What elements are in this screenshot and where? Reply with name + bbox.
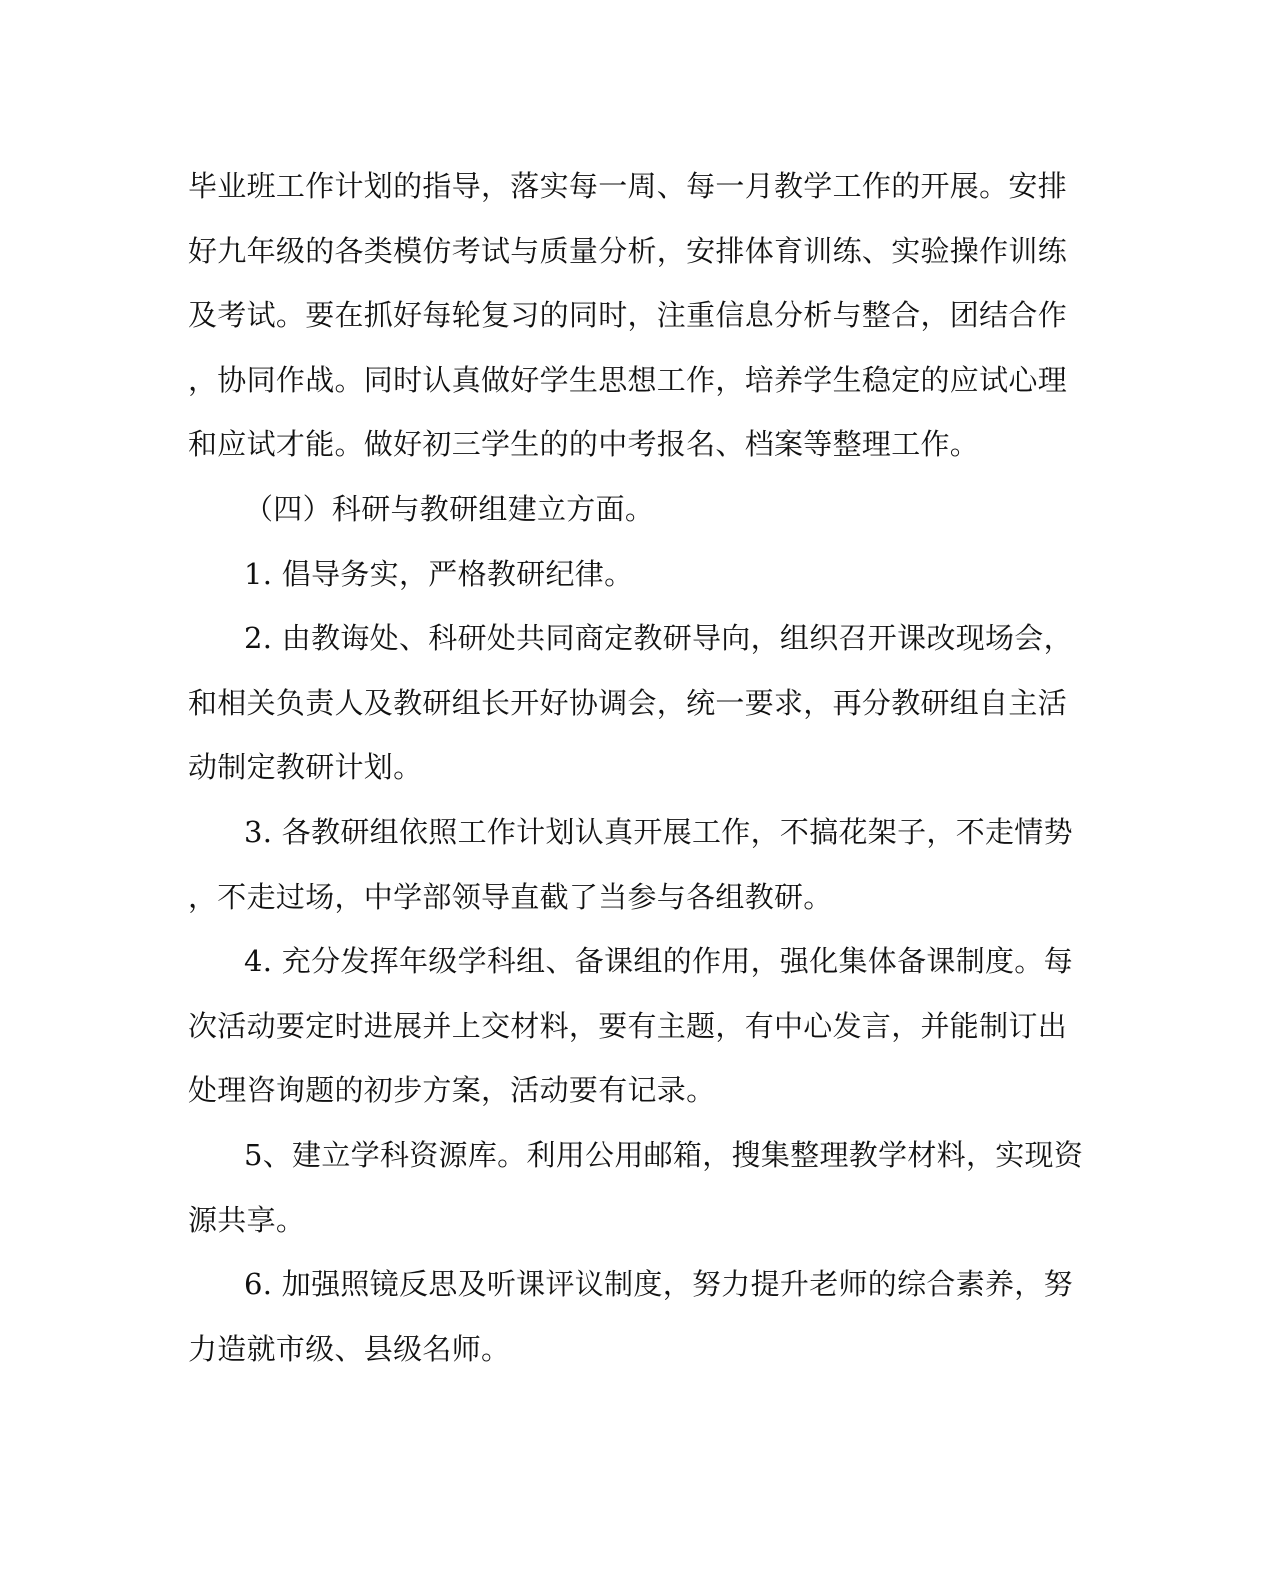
text-line: 及考试。要在抓好每轮复习的同时，注重信息分析与整合，团结合作	[188, 298, 1068, 333]
section-heading: （四）科研与教研组建立方面。	[244, 491, 655, 526]
text-line: 好九年级的各类模仿考试与质量分析，安排体育训练、实验操作训练	[188, 233, 1068, 268]
text-line: 处理咨询题的初步方案，活动要有记录。	[188, 1073, 716, 1108]
text-line: 力造就市级、县级名师。	[188, 1331, 511, 1366]
text-line: 毕业班工作计划的指导，落实每一周、每一月教学工作的开展。安排	[188, 169, 1068, 203]
list-item-5: 5、建立学科资源库。利用公用邮箱，搜集整理教学材料，实现资	[244, 1137, 1084, 1172]
text-line: 和相关负责人及教研组长开好协调会，统一要求，再分教研组自主活	[188, 685, 1068, 720]
text-line: ，不走过场，中学部领导直截了当参与各组教研。	[188, 879, 833, 914]
text-line: ，协同作战。同时认真做好学生思想工作，培养学生稳定的应试心理	[188, 362, 1068, 397]
text-line: 和应试才能。做好初三学生的的中考报名、档案等整理工作。	[188, 427, 980, 462]
list-item-3: 3. 各教研组依照工作计划认真开展工作，不搞花架子，不走情势	[244, 814, 1073, 849]
list-item-4: 4. 充分发挥年级学科组、备课组的作用，强化集体备课制度。每	[244, 944, 1073, 979]
document-body	[188, 154, 1088, 1381]
list-item-1: 1. 倡导务实，严格教研纪律。	[244, 556, 634, 591]
text-line: 源共享。	[188, 1202, 306, 1237]
text-line: 动制定教研计划。	[188, 750, 423, 785]
text-line: 次活动要定时进展并上交材料，要有主题，有中心发言，并能制订出	[188, 1008, 1068, 1043]
list-item-2: 2. 由教诲处、科研处共同商定教研导向，组织召开课改现场会，	[244, 621, 1073, 656]
list-item-6: 6. 加强照镜反思及听课评议制度，努力提升老师的综合素养，努	[244, 1267, 1073, 1302]
